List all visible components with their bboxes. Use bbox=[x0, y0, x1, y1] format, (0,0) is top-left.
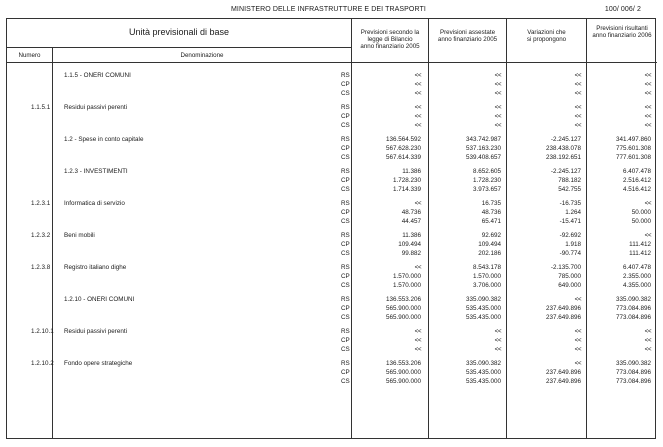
row-type: CP bbox=[341, 145, 350, 152]
value-assestate: 8.652.605 bbox=[472, 168, 501, 175]
row-type: RS bbox=[341, 72, 350, 79]
row-type: RS bbox=[341, 328, 350, 335]
value-variazioni: << bbox=[574, 296, 581, 303]
row-type: CP bbox=[341, 113, 350, 120]
value-assestate: 537.163.230 bbox=[465, 145, 501, 152]
row-number: 1.2.3.1 bbox=[31, 200, 51, 207]
row-denominazione: Residui passivi perenti bbox=[64, 328, 127, 335]
value-assestate: 92.692 bbox=[481, 232, 501, 239]
row-number: 1.2.10.2 bbox=[31, 360, 54, 367]
value-assestate: 16.735 bbox=[481, 200, 501, 207]
value-variazioni: 237.649.896 bbox=[545, 305, 581, 312]
value-legge-bilancio: 11.386 bbox=[402, 168, 421, 175]
value-assestate: 1.728.230 bbox=[472, 177, 501, 184]
value-legge-bilancio: 1.570.000 bbox=[392, 273, 421, 280]
value-risultanti: << bbox=[644, 337, 651, 344]
row-type: RS bbox=[341, 264, 350, 271]
table-row bbox=[7, 153, 657, 162]
header-denominazione: Denominazione bbox=[180, 52, 224, 59]
value-assestate: 535.435.000 bbox=[465, 305, 501, 312]
value-assestate: 48.736 bbox=[481, 209, 501, 216]
value-variazioni: << bbox=[574, 337, 581, 344]
row-type: CS bbox=[341, 250, 350, 257]
table-row bbox=[7, 263, 657, 272]
value-risultanti: << bbox=[644, 72, 651, 79]
value-risultanti: 6.407.478 bbox=[622, 168, 651, 175]
header-col1-line2: legge di Bilancio bbox=[367, 36, 413, 44]
row-type: CS bbox=[341, 378, 350, 385]
value-variazioni: 238.438.078 bbox=[545, 145, 581, 152]
value-variazioni: 238.192.651 bbox=[545, 154, 581, 161]
value-assestate: 343.742.987 bbox=[465, 136, 501, 143]
value-legge-bilancio: 99.882 bbox=[401, 250, 421, 257]
row-type: CP bbox=[341, 305, 350, 312]
value-risultanti: << bbox=[644, 328, 651, 335]
value-assestate: 535.435.000 bbox=[465, 369, 501, 376]
header-col4-line1: Previsioni risultanti bbox=[596, 25, 648, 32]
value-variazioni: -15.471 bbox=[559, 218, 581, 225]
table-row bbox=[7, 231, 657, 240]
value-variazioni: 237.649.896 bbox=[545, 314, 581, 321]
value-variazioni: << bbox=[574, 360, 581, 367]
header-col3 bbox=[507, 29, 586, 43]
value-legge-bilancio: 136.564.592 bbox=[385, 136, 421, 143]
row-type: CS bbox=[341, 314, 350, 321]
header-col1 bbox=[352, 29, 428, 51]
value-risultanti: << bbox=[644, 104, 651, 111]
value-legge-bilancio: << bbox=[414, 72, 421, 79]
row-type: CP bbox=[341, 81, 350, 88]
value-risultanti: 111.412 bbox=[629, 241, 651, 248]
value-variazioni: -2.245.127 bbox=[550, 136, 581, 143]
table-row bbox=[7, 185, 657, 194]
table-row bbox=[7, 327, 657, 336]
row-denominazione: Fondo opere strategiche bbox=[64, 360, 133, 367]
value-assestate: 202.186 bbox=[478, 250, 501, 257]
row-type: RS bbox=[341, 360, 350, 367]
row-denominazione: 1.2 - Spese in conto capitale bbox=[64, 136, 144, 143]
value-risultanti: << bbox=[644, 200, 651, 207]
value-legge-bilancio: << bbox=[414, 122, 421, 129]
value-legge-bilancio: 11.386 bbox=[402, 232, 421, 239]
value-legge-bilancio: << bbox=[414, 113, 421, 120]
table-row bbox=[7, 217, 657, 226]
value-legge-bilancio: 44.457 bbox=[401, 218, 421, 225]
value-assestate: << bbox=[494, 113, 501, 120]
value-legge-bilancio: 567.614.339 bbox=[385, 154, 421, 161]
value-risultanti: << bbox=[644, 81, 651, 88]
value-legge-bilancio: 565.900.000 bbox=[385, 314, 421, 321]
row-number: 1.1.5.1 bbox=[31, 104, 51, 111]
table-row bbox=[7, 295, 657, 304]
value-risultanti: << bbox=[644, 122, 651, 129]
row-number: 1.2.10.1 bbox=[31, 328, 54, 335]
value-assestate: << bbox=[494, 122, 501, 129]
value-variazioni: << bbox=[574, 346, 581, 353]
value-variazioni: -92.692 bbox=[559, 232, 581, 239]
row-denominazione: Informatica di servizio bbox=[64, 200, 125, 207]
row-type: RS bbox=[341, 200, 350, 207]
table-row bbox=[7, 368, 657, 377]
row-type: CS bbox=[341, 186, 350, 193]
value-legge-bilancio: 1.570.000 bbox=[392, 282, 421, 289]
header-col2-line1: Previsioni assestate bbox=[439, 29, 496, 36]
table-row bbox=[7, 112, 657, 121]
table-row bbox=[7, 80, 657, 89]
row-type: CS bbox=[341, 218, 350, 225]
value-variazioni: 649.000 bbox=[558, 282, 581, 289]
value-legge-bilancio: << bbox=[414, 346, 421, 353]
ministry-title: MINISTERO DELLE INFRASTRUTTURE E DEI TRASPORTI bbox=[231, 6, 426, 13]
value-risultanti: 6.407.478 bbox=[622, 264, 651, 271]
header-col2 bbox=[429, 29, 506, 43]
value-risultanti: << bbox=[644, 90, 651, 97]
table-row bbox=[7, 135, 657, 144]
row-type: CS bbox=[341, 90, 350, 97]
row-type: CP bbox=[341, 337, 350, 344]
value-risultanti: << bbox=[644, 232, 651, 239]
value-risultanti: 335.090.382 bbox=[615, 360, 651, 367]
value-legge-bilancio: 1.714.339 bbox=[392, 186, 421, 193]
value-legge-bilancio: << bbox=[414, 337, 421, 344]
page-header bbox=[0, 4, 663, 16]
header-col4-line2: anno finanziario 2006 bbox=[592, 32, 652, 40]
row-denominazione: 1.1.5 - ONERI COMUNI bbox=[64, 72, 131, 79]
value-legge-bilancio: 567.628.230 bbox=[385, 145, 421, 152]
value-variazioni: -16.735 bbox=[559, 200, 581, 207]
row-denominazione: 1.2.10 - ONERI COMUNI bbox=[64, 296, 135, 303]
value-variazioni: 542.755 bbox=[558, 186, 581, 193]
value-variazioni: -2.135.700 bbox=[550, 264, 581, 271]
value-legge-bilancio: 136.553.206 bbox=[385, 296, 421, 303]
value-legge-bilancio: 48.736 bbox=[401, 209, 421, 216]
value-legge-bilancio: 565.900.000 bbox=[385, 305, 421, 312]
value-risultanti: 773.084.896 bbox=[615, 314, 651, 321]
table-row bbox=[7, 176, 657, 185]
header-col3-line2: si propongono bbox=[526, 36, 567, 44]
table-row bbox=[7, 359, 657, 368]
value-legge-bilancio: << bbox=[414, 90, 421, 97]
value-legge-bilancio: 1.728.230 bbox=[392, 177, 421, 184]
row-type: CP bbox=[341, 209, 350, 216]
value-variazioni: << bbox=[574, 104, 581, 111]
table-row bbox=[7, 71, 657, 80]
value-variazioni: << bbox=[574, 122, 581, 129]
value-assestate: 8.543.178 bbox=[472, 264, 501, 271]
table-row bbox=[7, 304, 657, 313]
table-row bbox=[7, 336, 657, 345]
value-assestate: 109.494 bbox=[478, 241, 501, 248]
value-variazioni: 1.264 bbox=[565, 209, 581, 216]
value-legge-bilancio: 565.900.000 bbox=[385, 378, 421, 385]
row-type: CP bbox=[341, 177, 350, 184]
value-legge-bilancio: 136.553.206 bbox=[385, 360, 421, 367]
value-risultanti: 773.084.896 bbox=[615, 378, 651, 385]
value-risultanti: 2.355.000 bbox=[622, 273, 651, 280]
value-assestate: 535.435.000 bbox=[465, 314, 501, 321]
value-variazioni: -2.245.127 bbox=[550, 168, 581, 175]
value-assestate: << bbox=[494, 104, 501, 111]
value-risultanti: 777.601.308 bbox=[615, 154, 651, 161]
value-risultanti: << bbox=[644, 346, 651, 353]
value-risultanti: 111.412 bbox=[629, 250, 651, 257]
value-variazioni: << bbox=[574, 328, 581, 335]
table-row bbox=[7, 249, 657, 258]
value-assestate: 539.408.657 bbox=[465, 154, 501, 161]
value-legge-bilancio: << bbox=[414, 264, 421, 271]
table-row bbox=[7, 167, 657, 176]
value-assestate: 335.090.382 bbox=[465, 360, 501, 367]
value-assestate: << bbox=[494, 328, 501, 335]
value-variazioni: 237.649.896 bbox=[545, 369, 581, 376]
table-row bbox=[7, 345, 657, 354]
header-col3-line1: Variazioni che bbox=[527, 29, 566, 36]
value-assestate: << bbox=[494, 337, 501, 344]
value-assestate: 535.435.000 bbox=[465, 378, 501, 385]
value-legge-bilancio: 109.494 bbox=[398, 241, 421, 248]
header-col4 bbox=[587, 25, 657, 39]
row-type: RS bbox=[341, 296, 350, 303]
value-variazioni: 1.918 bbox=[565, 241, 581, 248]
row-type: CP bbox=[341, 273, 350, 280]
value-variazioni: 785.000 bbox=[558, 273, 581, 280]
row-denominazione: Residui passivi perenti bbox=[64, 104, 127, 111]
table-row bbox=[7, 272, 657, 281]
value-assestate: << bbox=[494, 81, 501, 88]
table-row bbox=[7, 208, 657, 217]
row-denominazione: 1.2.3 - INVESTIMENTI bbox=[64, 168, 128, 175]
value-risultanti: 335.090.382 bbox=[615, 296, 651, 303]
row-number: 1.2.3.2 bbox=[31, 232, 51, 239]
value-assestate: << bbox=[494, 346, 501, 353]
value-assestate: 335.090.382 bbox=[465, 296, 501, 303]
value-variazioni: << bbox=[574, 81, 581, 88]
page-number: 100/ 006/ 2 bbox=[604, 6, 641, 13]
table-row bbox=[7, 281, 657, 290]
table-row bbox=[7, 121, 657, 130]
header-rule-bottom bbox=[7, 62, 657, 63]
row-denominazione: Registro italiano dighe bbox=[64, 264, 127, 271]
value-legge-bilancio: << bbox=[414, 328, 421, 335]
value-legge-bilancio: << bbox=[414, 81, 421, 88]
row-type: RS bbox=[341, 136, 350, 143]
row-number: 1.2.3.8 bbox=[31, 264, 51, 271]
value-risultanti: 773.084.896 bbox=[615, 369, 651, 376]
header-col1-line1: Previsioni secondo la bbox=[360, 29, 420, 36]
value-legge-bilancio: << bbox=[414, 104, 421, 111]
row-type: CS bbox=[341, 154, 350, 161]
table-row bbox=[7, 144, 657, 153]
table-row bbox=[7, 199, 657, 208]
value-assestate: 3.973.657 bbox=[472, 186, 501, 193]
table-row bbox=[7, 89, 657, 98]
value-assestate: 65.471 bbox=[481, 218, 501, 225]
value-variazioni: 788.182 bbox=[558, 177, 581, 184]
row-type: CS bbox=[341, 122, 350, 129]
value-risultanti: 341.497.860 bbox=[615, 136, 651, 143]
row-type: CP bbox=[341, 369, 350, 376]
value-risultanti: 4.355.000 bbox=[622, 282, 651, 289]
header-col1-line3: anno finanziario 2005 bbox=[360, 43, 420, 51]
budget-table bbox=[6, 18, 656, 439]
value-variazioni: << bbox=[574, 72, 581, 79]
value-assestate: 1.570.000 bbox=[472, 273, 501, 280]
row-type: CS bbox=[341, 346, 350, 353]
value-risultanti: 4.516.412 bbox=[622, 186, 651, 193]
value-assestate: << bbox=[494, 90, 501, 97]
table-row bbox=[7, 377, 657, 386]
value-risultanti: 50.000 bbox=[631, 209, 651, 216]
value-assestate: 3.706.000 bbox=[472, 282, 501, 289]
header-rule-inner bbox=[7, 47, 352, 48]
value-legge-bilancio: << bbox=[414, 200, 421, 207]
value-risultanti: 773.084.896 bbox=[615, 305, 651, 312]
value-variazioni: << bbox=[574, 113, 581, 120]
value-risultanti: 2.516.412 bbox=[622, 177, 651, 184]
row-type: RS bbox=[341, 168, 350, 175]
table-row bbox=[7, 103, 657, 112]
value-assestate: << bbox=[494, 72, 501, 79]
row-denominazione: Beni mobili bbox=[64, 232, 95, 239]
value-risultanti: 50.000 bbox=[631, 218, 651, 225]
value-variazioni: 237.649.896 bbox=[545, 378, 581, 385]
header-col2-line2: anno finanziario 2005 bbox=[437, 36, 498, 44]
unit-title: Unità previsionali di base bbox=[128, 27, 230, 37]
value-risultanti: 775.601.308 bbox=[615, 145, 651, 152]
row-type: RS bbox=[341, 232, 350, 239]
table-row bbox=[7, 313, 657, 322]
value-variazioni: << bbox=[574, 90, 581, 97]
row-type: CP bbox=[341, 241, 350, 248]
table-row bbox=[7, 240, 657, 249]
row-type: CS bbox=[341, 282, 350, 289]
header-numero: Numero bbox=[18, 52, 41, 59]
value-legge-bilancio: 565.900.000 bbox=[385, 369, 421, 376]
value-risultanti: << bbox=[644, 113, 651, 120]
value-variazioni: -90.774 bbox=[559, 250, 581, 257]
row-type: RS bbox=[341, 104, 350, 111]
